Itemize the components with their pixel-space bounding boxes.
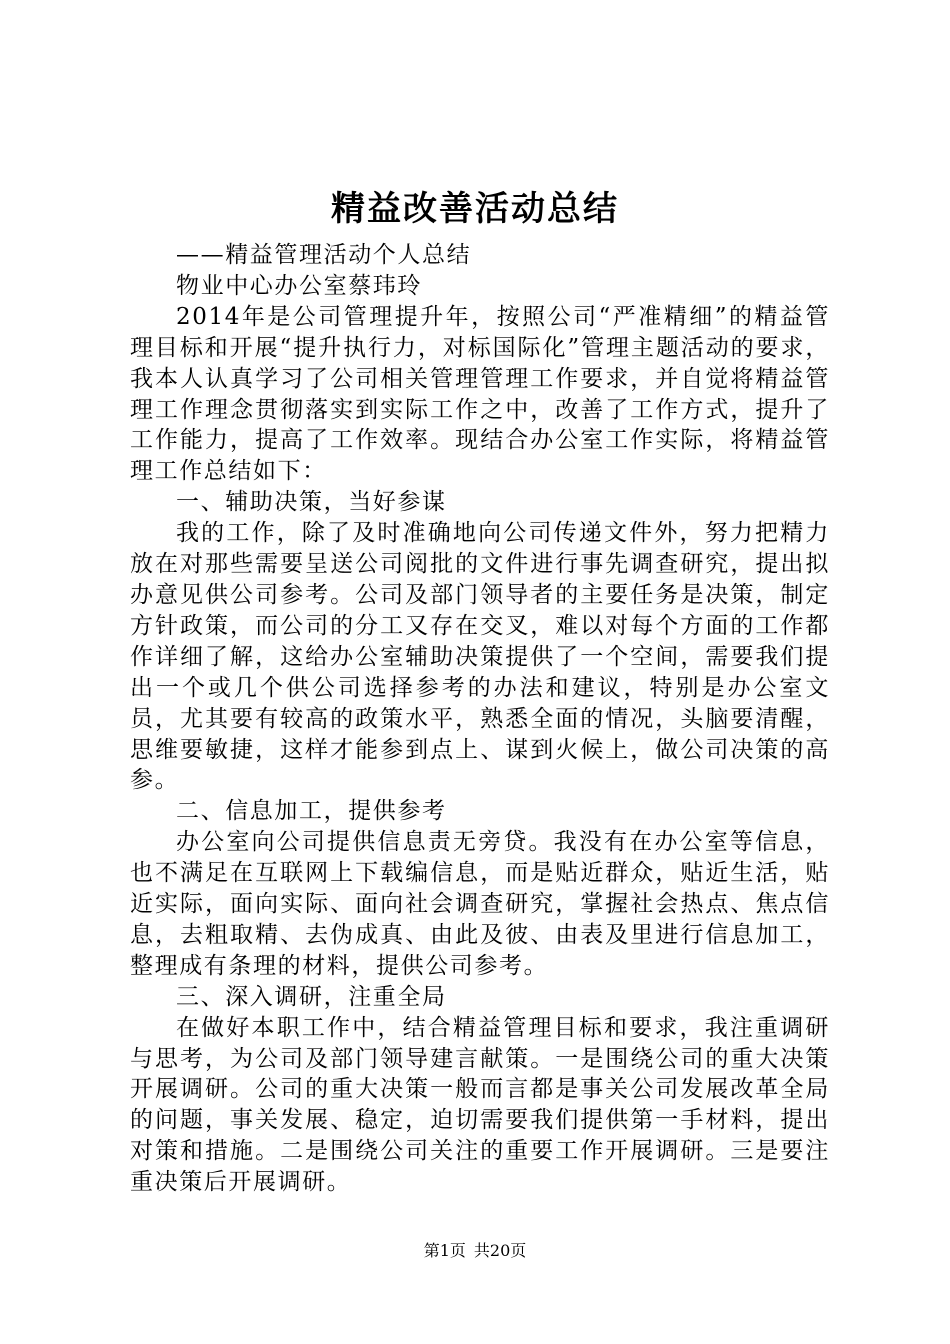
document-body: [130, 240, 830, 1198]
page-footer: [0, 1240, 950, 1262]
page-total: 共20页: [473, 1241, 527, 1260]
intro-paragraph: 2014年是公司管理提升年，按照公司“严准精细”的精益管理目标和开展“提升执行力，对标国际化”管理主题活动的要求，我本人认真学习了公司相关管理管理工作要求，并自觉将精益管理工作理念贯彻落实到实际工作之中，改善了工作方式，提升了工作能力，提高了工作效率。现结合办公室工作实际，将精益管理工作总结如下：: [130, 303, 830, 485]
section-heading-3: 三、深入调研，注重全局: [176, 983, 447, 1010]
document-title: 精益改善活动总结: [331, 189, 619, 229]
section-paragraph-3: 在做好本职工作中，结合精益管理目标和要求，我注重调研与思考，为公司及部门领导建言献策。一是围绕公司的重大决策开展调研。公司的重大决策一般而言都是事关公司发展改革全局的问题，事关发展、稳定，迫切需要我们提供第一手材料，提出对策和措施。二是围绕公司关注的重要工作开展调研。三是要注重决策后开展调研。: [130, 1014, 830, 1196]
section-paragraph-1: 我的工作，除了及时准确地向公司传递文件外，努力把精力放在对那些需要呈送公司阅批的文件进行事先调查研究，提出拟办意见供公司参考。公司及部门领导者的主要任务是决策，制定方针政策，而公司的分工又存在交叉，难以对每个方面的工作都作详细了解，这给办公室辅助决策提供了一个空间，需要我们提出一个或几个供公司选择参考的办法和建议，特别是办公室文员，尤其要有较高的政策水平，熟悉全面的情况，头脑要清醒，思维要敏捷，这样才能参到点上、谋到火候上，做公司决策的高参。: [130, 520, 830, 794]
section-heading-1: 一、辅助决策，当好参谋: [176, 489, 447, 516]
section-heading-2: 二、信息加工，提供参考: [176, 798, 447, 825]
author-line: 物业中心办公室蔡玮玲: [176, 272, 422, 299]
section-paragraph-2: 办公室向公司提供信息责无旁贷。我没有在办公室等信息，也不满足在互联网上下载编信息，而是贴近群众，贴近生活，贴近实际，面向实际、面向社会调查研究，掌握社会热点、焦点信息，去粗取精、去伪成真、由此及彼、由表及里进行信息加工，整理成有条理的材料，提供公司参考。: [130, 829, 830, 979]
page-number: 第1页: [423, 1241, 466, 1260]
subtitle: ——精益管理活动个人总结: [176, 242, 472, 268]
